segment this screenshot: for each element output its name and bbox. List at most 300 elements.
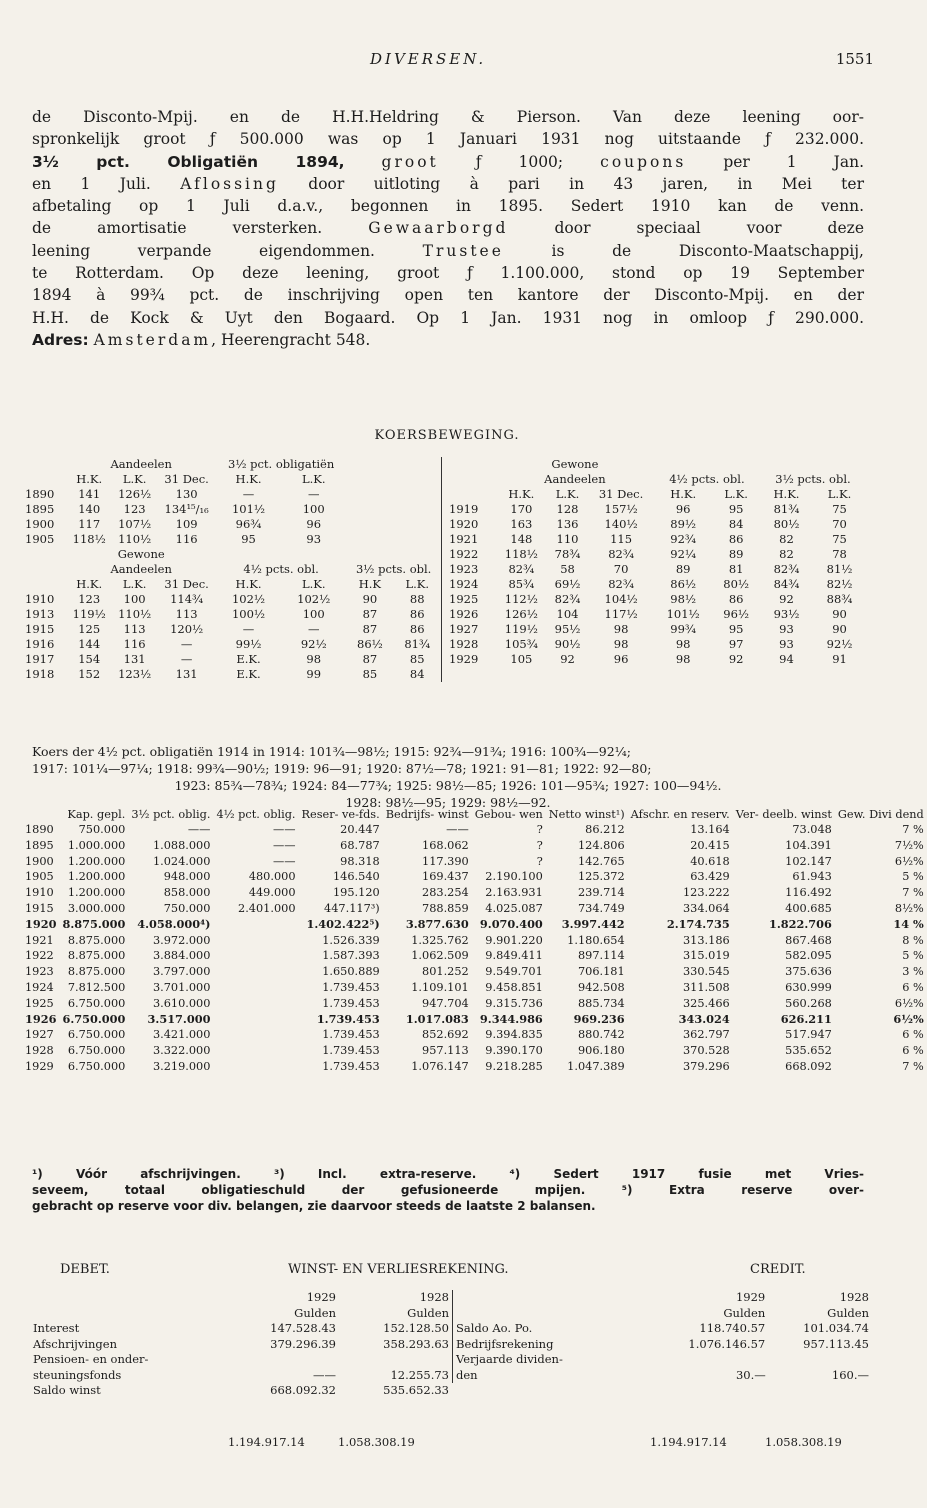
table-cell: 630.999 [785,980,832,994]
table-cell: 1928 [449,637,479,651]
table-cell: 582.095 [785,949,832,963]
table-cell: E.K. [236,667,261,681]
table-cell: 1910 [25,592,55,606]
table-row [22,933,927,949]
table-cell: 358.293.63 [383,1336,449,1351]
table-cell: 82¾ [608,577,634,591]
intro-text: 3½ pct. Obligatiën 1894, [32,152,345,171]
table-cell: 6 % [902,1028,924,1042]
table-cell: 13.164 [690,823,730,836]
table-cell: 1917 [25,652,55,666]
table-cell: 88 [409,592,425,606]
table-cell: —— [313,1367,336,1382]
year-header: 1928 [419,1290,449,1304]
intro-text: leening verpande eigendommen. [32,241,423,260]
table-cell: 92¾ [670,532,697,546]
intro-line [32,217,864,239]
table-cell: 6.750.000 [67,996,126,1010]
table-cell: 86 [409,622,425,636]
table-cell: 86.212 [585,823,625,836]
table-cell: Aandeelen [544,472,606,486]
table-cell: 152.128.50 [383,1321,449,1335]
table-cell: 95 [241,532,256,546]
table-cell: 93 [306,532,322,546]
table-cell: 131 [123,652,146,666]
intro-line [32,151,864,173]
koers-line: Koers der 4½ pct. obligatiën 1914 in 1914: 101¾—98½; 1915: 92¾—91¾; 1916: 100¾—92¼; [32,744,631,759]
table-cell: 98 [675,637,691,651]
table-cell: Pensioen- en onder- [33,1352,149,1366]
financial-table [22,808,927,1075]
table-cell: 400.685 [785,901,832,915]
koers-obligaties-text [32,743,864,811]
table-row [453,1337,873,1353]
table-cell: 1.822.706 [768,916,832,931]
footnote-line: ¹) Vóór afschrijvingen. ³) Incl. extra-reserve. ⁴) Sedert 1917 fusie met Vries- [32,1167,864,1181]
table-cell: 113 [123,622,146,636]
table-cell: 125.372 [577,870,625,884]
year-header: 1929 [306,1290,336,1304]
table-cell: 7.812.500 [67,980,126,994]
table-cell: 93 [779,637,794,651]
table-row [22,885,927,901]
table-cell: 98 [306,652,322,666]
table-cell: 1921 [25,933,54,947]
table-cell: 370.528 [683,1044,730,1058]
table-cell: 97 [728,637,744,651]
table-cell: 626.211 [780,1011,832,1026]
table-cell: 99¾ [670,622,697,636]
table-cell: 375.636 [785,965,832,979]
table-cell [22,472,66,487]
table-cell: 8.875.000 [67,965,126,979]
table-cell: Afschrijvingen [33,1336,118,1351]
table-cell: 86½ [357,637,383,651]
table-cell: E.K. [236,652,261,666]
table-cell: 906.180 [577,1044,625,1058]
table-cell: 20.447 [340,823,380,836]
table-cell: 78¾ [554,547,581,561]
table-cell: 117½ [604,607,638,621]
page-number: 1551 [835,50,874,68]
intro-line [32,262,864,284]
table-cell: 1890 [25,823,54,836]
debet-total-1928: 1.058.308.19 [338,1435,415,1449]
table-cell: 1918 [25,667,55,681]
table-cell: 6.750.000 [67,1059,126,1073]
table-cell: Saldo Ao. Po. [456,1321,533,1335]
koers-table-left [22,457,442,682]
table-cell: 6½% [894,996,924,1010]
table-cell: ? [536,838,543,852]
table-cell: 7 % [902,1059,924,1073]
table-cell: 5 % [902,870,924,884]
table-cell: 449.000 [248,886,296,900]
intro-line [32,128,864,150]
table-row [22,472,442,487]
table-cell: 2.401.000 [238,901,296,915]
column-header: Ver- deelb. winst [735,808,832,821]
table-cell: 92½ [300,637,327,651]
table-cell: 9.901.220 [485,933,543,947]
table-cell: 1.180.654 [567,933,625,947]
table-cell: 1925 [449,592,479,606]
financial-header-row [22,808,927,822]
table-row [30,1383,452,1399]
table-cell: 4½ pcts. obl. [669,472,745,486]
table-cell: 126½ [504,607,538,621]
intro-text: , Heerengracht 548. [211,330,371,349]
debet-label: DEBET. [60,1262,110,1277]
table-cell: 750.000 [163,901,211,915]
table-cell: 1.325.762 [411,933,469,947]
table-cell: 85 [362,667,378,681]
debet-table [30,1290,452,1399]
column-header [22,808,59,822]
intro-text: Gewaarborgd [368,219,509,238]
table-cell: 734.749 [577,901,625,915]
table-cell [22,562,66,577]
intro-text: 1894 à 99¾ pct. de inschrijving open ten kantore der Disconto-Mpij. en der [32,286,864,305]
table-cell: 1923 [449,562,479,576]
table-row [22,532,442,547]
table-row [22,1043,927,1059]
table-cell: 9.315.736 [485,996,543,1010]
table-cell: 6.750.000 [62,1011,126,1026]
winst-verlies-title: WINST- EN VERLIESREKENING. [288,1262,509,1277]
table-cell: 8.875.000 [67,933,126,947]
intro-line [32,195,864,217]
table-row [22,517,442,532]
table-row [22,964,927,980]
intro-text: per 1 Jan. [686,152,865,171]
table-cell: — [307,487,320,501]
table-cell: 85¾ [508,577,535,591]
table-row [446,652,866,667]
credit-total-1928: 1.058.308.19 [765,1435,842,1449]
table-cell: 99½ [235,637,262,651]
table-cell: 96 [675,502,691,516]
table-cell [446,487,496,502]
table-cell [216,547,442,562]
table-cell: 140 [78,502,101,516]
table-cell: 379.296 [683,1059,730,1073]
table-cell: 110½ [118,532,152,546]
table-row [22,457,442,472]
table-cell [213,980,298,996]
table-cell: 362.797 [683,1028,730,1042]
table-cell: 84¾ [773,577,800,591]
intro-paragraph [32,106,864,351]
table-row [446,472,866,487]
table-cell: 1916 [25,637,55,651]
table-cell: 84 [728,517,744,531]
table-cell: 147.528.43 [270,1321,336,1335]
table-cell: 1926 [449,607,479,621]
table-cell: 92½ [826,637,853,651]
intro-text: Amsterdam [93,330,212,349]
table-row [22,637,442,652]
table-cell: 1.062.509 [411,949,469,963]
table-cell [22,457,66,472]
table-cell: 73.048 [792,823,832,836]
table-cell: 99 [306,667,322,681]
table-row [22,622,442,637]
table-row [22,948,927,964]
column-header: 3½ pct. oblig. [131,808,211,821]
intro-text: door uitloting à pari in 43 jaren, in Mei ter [278,174,864,193]
table-cell: 96¾ [235,517,262,531]
table-cell: 89½ [670,517,697,531]
table-cell: 170 [510,502,533,516]
table-cell: H.K. [773,487,800,501]
table-cell: 82 [779,532,794,546]
table-cell: 535.652.33 [383,1383,449,1397]
table-cell: 3.322.000 [152,1044,211,1058]
table-cell: 1.200.000 [67,886,126,900]
table-cell: 3 % [902,965,924,979]
table-cell: 148 [510,532,533,546]
table-cell: ? [536,823,543,836]
table-cell: 134¹⁵/₁₆ [164,502,209,516]
table-cell: 3.701.000 [152,980,211,994]
table-cell: 3½ pcts. obl. [775,472,851,486]
intro-text: groot [381,152,439,171]
table-cell: L.K. [827,487,852,501]
table-cell: 5 % [902,949,924,963]
table-cell: 101.034.74 [803,1321,869,1335]
table-cell: 3.797.000 [152,965,211,979]
table-cell [769,1352,872,1368]
intro-text: is de Disconto-Maatschappij, [503,241,864,260]
table-cell: 86 [728,592,744,606]
table-cell: 1.076.146.57 [688,1336,766,1351]
table-cell: 109 [175,517,198,531]
table-cell: 128 [556,502,579,516]
table-cell: 880.742 [577,1028,625,1042]
table-cell [226,1352,339,1368]
table-cell: 30.— [735,1367,766,1382]
table-row [446,532,866,547]
table-cell: Bedrijfsrekening [456,1336,554,1351]
table-cell: Aandeelen [110,457,172,471]
table-cell: 123 [123,502,146,516]
table-cell: 90 [832,607,847,621]
running-title: DIVERSEN. [370,50,487,68]
table-cell: 1915 [25,901,54,915]
table-cell: —— [187,823,211,836]
table-cell: 1920 [25,916,57,931]
table-cell: 2.163.931 [485,886,543,900]
intro-text: door speciaal voor deze [508,219,864,238]
table-cell: 313.186 [683,933,730,947]
table-cell: 6 % [902,1044,924,1058]
table-cell: 1919 [449,502,479,516]
table-cell: 98 [613,622,629,636]
table-row [22,562,442,577]
table-cell: 82¾ [508,562,535,576]
table-row [446,457,866,472]
column-header: Afschr. en reserv. [630,808,730,821]
table-cell: 90½ [554,637,581,651]
table-cell: 102½ [231,592,266,606]
table-cell: den [456,1367,478,1382]
table-cell: 1.200.000 [67,854,126,868]
unit-header [453,1306,650,1322]
table-cell: 517.947 [785,1028,832,1042]
intro-line [32,307,864,329]
table-cell: 78 [832,547,847,561]
table-cell: Gewone [117,547,165,561]
table-cell: 195.120 [332,886,380,900]
table-cell: 4.058.000⁴) [137,916,211,931]
table-cell: H.K [358,577,382,591]
column-header: Gew. Divi dend [837,808,924,821]
table-row [446,607,866,622]
unit-header: Gulden [407,1305,449,1320]
table-cell: 1925 [25,996,54,1010]
table-row [22,592,442,607]
table-cell: 957.113.45 [803,1336,869,1351]
footnote-line: gebracht op reserve voor div. belangen, zie daarvoor steeds de laatste 2 balansen. [32,1198,596,1213]
table-cell: 311.508 [683,980,730,994]
table-cell: 20.415 [690,838,730,852]
table-row [446,547,866,562]
table-cell: 1922 [25,949,54,963]
table-cell: 1.402.422⁵) [306,916,380,931]
koers-table-right [446,457,866,667]
table-cell: —— [272,854,296,868]
table-cell: L.K. [555,487,580,501]
table-cell: 1924 [25,980,54,994]
intro-text [345,153,382,171]
table-cell: 116.492 [785,886,832,900]
table-cell: 948.000 [163,870,211,884]
table-cell: 142.765 [577,854,625,868]
table-cell: 447.117³) [324,901,380,915]
table-cell: — [180,637,193,651]
table-cell: 706.181 [577,965,625,979]
table-row [30,1352,452,1368]
table-cell: 31 Dec. [164,577,209,591]
koers-line: 1917: 101¼—97¼; 1918: 99¾—90½; 1919: 96—91; 1920: 87½—78; 1921: 91—81; 1922: 92—80; [32,761,652,776]
table-cell: 6½% [894,854,924,868]
table-cell: 152 [78,667,101,681]
table-row [22,577,442,592]
column-header: Kap. gepl. [67,808,126,821]
table-cell: 117.390 [422,854,469,868]
table-cell: 104 [556,607,579,621]
table-cell: L.K. [301,472,326,486]
table-cell: 8.875.000 [67,949,126,963]
table-cell [446,457,496,472]
table-cell: 94 [779,652,794,666]
table-cell: 1.024.000 [152,854,211,868]
table-cell: 1900 [25,517,55,531]
table-cell: 1.000.000 [67,838,126,852]
table-cell: 93½ [773,607,800,621]
table-row [22,822,927,838]
table-cell: 330.545 [683,965,730,979]
table-cell: 123½ [118,667,152,681]
column-header: Gebou- wen [474,808,543,821]
table-cell: 6½% [893,1011,924,1026]
intro-line [32,106,864,128]
table-cell: 102½ [297,592,331,606]
table-cell: 119½ [72,607,106,621]
table-cell: 90 [832,622,847,636]
table-row [446,592,866,607]
table-cell: H.K. [235,472,262,486]
table-cell [213,1043,298,1059]
table-cell: 239.714 [577,886,625,900]
table-cell: 867.468 [785,933,832,947]
table-cell: 86 [728,532,744,546]
table-cell: 160.— [831,1367,869,1382]
table-cell: 118.740.57 [699,1321,766,1335]
table-cell: 86 [409,607,425,621]
debet-total-1929: 1.194.917.14 [228,1435,305,1449]
table-cell [649,1352,769,1368]
table-cell: 1910 [25,886,54,900]
table-cell: 1.739.453 [322,1044,380,1058]
table-row [30,1321,452,1337]
table-cell: 101½ [231,502,266,516]
intro-line [32,284,864,306]
table-cell: 69½ [554,577,581,591]
table-cell: 100½ [231,607,266,621]
table-cell [22,577,66,592]
table-cell: 80½ [723,577,750,591]
table-cell: 1927 [25,1028,54,1042]
table-cell: 123.222 [683,886,730,900]
table-cell: 144 [78,637,101,651]
table-cell [654,457,866,472]
intro-text: Aflossing [180,174,279,193]
table-row [22,996,927,1012]
table-cell: 61.943 [792,870,832,884]
table-cell: 124.806 [577,838,625,852]
table-cell: —— [272,838,296,852]
table-row [22,1059,927,1075]
table-cell: 75 [832,502,847,516]
table-cell: 9.849.411 [485,949,543,963]
table-cell: 325.466 [683,996,730,1010]
table-cell: 96 [306,517,322,531]
table-cell: 140½ [604,517,638,531]
table-cell: 85 [409,652,425,666]
table-cell: 81¾ [404,637,431,651]
table-cell: 1.109.101 [411,980,469,994]
table-cell: 146.540 [332,870,380,884]
table-cell: 897.114 [577,949,625,963]
table-cell: 9.344.986 [479,1011,543,1026]
table-cell: 88¾ [826,592,853,606]
table-cell: 81½ [826,562,853,576]
table-row [446,562,866,577]
table-cell: 92¼ [670,547,697,561]
table-row [30,1337,452,1353]
table-cell: 92 [560,652,575,666]
table-cell: 560.268 [785,996,832,1010]
table-row [22,1027,927,1043]
table-row [22,547,442,562]
table-cell: 104.391 [785,838,832,852]
table-cell: 87 [362,607,378,621]
table-cell [22,547,66,562]
table-row [446,487,866,502]
table-cell: 1.650.889 [322,965,380,979]
